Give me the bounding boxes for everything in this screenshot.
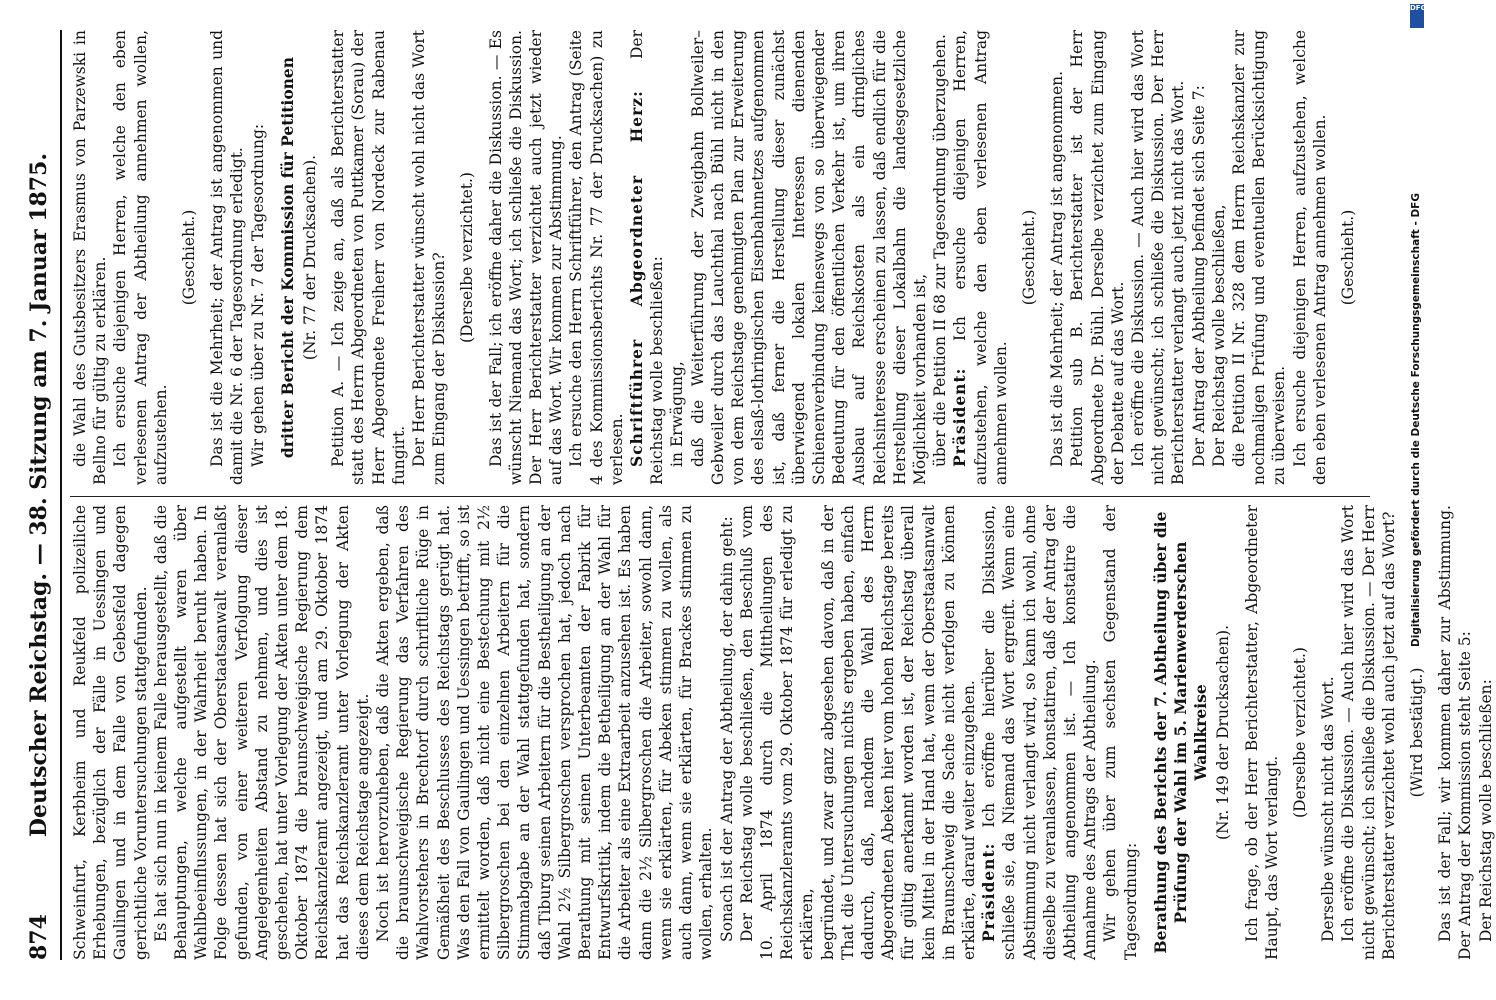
paragraph: Das ist die Mehrheit; der Antrag ist angenommen und damit die Nr. 6 der Tagesordnung erledigt. xyxy=(208,30,247,485)
stage-note: (Wird bestätigt.) xyxy=(1408,667,1426,798)
section-heading: Berathung des Berichts der 7. Abtheilung über die Prüfung der Wahl im 5. Marienwerderschen Wahlkreise xyxy=(1150,511,1211,954)
paragraph: Wir gehen über zu Nr. 7 der Tagesordnung: xyxy=(248,123,267,467)
paragraph: über die Petition II 68 zur Tagesordnung überzugehen. xyxy=(931,34,950,467)
paragraph: Das ist der Fall; wir kommen daher zur Abstimmung. Der Antrag der Kommission steht Seite 5: xyxy=(1436,505,1475,960)
paragraph: Der Reichstag wolle beschließen, den Beschluß vom 10. April 1874 durch die Mittheilungen des Reichskanzleramts vom 29. Oktober 1874 für erledigt zu erklären, xyxy=(737,505,817,960)
speaker-text: Der Reichstag wolle beschließen: xyxy=(628,30,667,485)
paragraph: Ich frage, ob der Herr Berichterstatter, Abgeordneter Haupt, das Wort verlangt. xyxy=(1242,505,1281,960)
paragraph: Ich ersuche diejenigen Herren, welche den eben verlesenen Antrag der Abtheilung annehmen wollen, aufzustehen. xyxy=(111,30,170,485)
speaker-name: Präsident: xyxy=(979,842,999,942)
page-number: 874 xyxy=(26,914,52,960)
paragraph: begründet, und zwar ganz abgesehen davon, daß in der That die Untersuchungen nichts ergeben haben, einfach dadurch, daß, nachdem die Wahl des Herrn Abgeordneten Abeken hier vom hohen Reichstage bereits für gültig anerkannt worden ist, der Reichstag überall kein Mittel in der Hand hat, wenn der Oberstaatsanwalt in Braunschweig die Sache nicht verfolgen zu können erklärte, darauf weiter einzugehen. xyxy=(818,505,978,960)
paragraph: Das ist die Mehrheit; der Antrag ist angenommen. xyxy=(1048,70,1067,467)
stage-note: (Geschieht.) xyxy=(1019,209,1038,306)
speaker-name: Präsident: xyxy=(950,367,970,467)
page-header xyxy=(20,30,62,960)
dfg-logo: DFG xyxy=(1410,4,1424,28)
paragraph: Der Reichstag wolle beschließen, xyxy=(1209,204,1228,467)
paragraph: Ich ersuche diejenigen Herren, aufzustehen, welche den eben verlesenen Antrag annehmen wollen. xyxy=(1290,30,1329,485)
paragraph: Ich ersuche den Herrn Schriftführer, den Antrag (Seite 4 des Kommissionsberichts Nr. 77 der Drucksachen) zu verlesen. xyxy=(567,30,626,485)
paragraph: (Nr. 77 der Drucksachen). xyxy=(301,154,320,361)
paragraph: Ich eröffne die Diskussion. — Auch hier wird das Wort nicht gewünscht; ich schließe die Diskussion. — Der Herr Berichterstatter verzichtet wohl auch jetzt auf das Wort? xyxy=(1339,505,1398,960)
left-column xyxy=(70,505,1495,960)
paragraph: Schweinfurt, Kerbheim und Reukfeld polizeiliche Erhebungen, bezüglich der Fälle in Uessingen und Gaulingen und in dem Falle von Gebesfeld dagegen gerichtliche Voruntersuchungen stattgefunden. xyxy=(71,505,150,960)
paragraph: Ich eröffne die Diskussion. — Auch hier wird das Wort nicht gewünscht; ich schließe die Diskussion. Der Herr Berichterstatter verlangt auch jetzt nicht das Wort. xyxy=(1128,30,1188,485)
right-column xyxy=(70,30,1370,485)
section-heading: dritter Bericht der Kommission für Petitionen xyxy=(277,56,297,459)
paragraph: die Wahl des Gutsbesitzers Erasmus von Parzewski in Bellno für gültig zu erklären. xyxy=(71,30,110,485)
speaker-paragraph xyxy=(950,30,1011,485)
stage-note: (Derselbe verzichtet.) xyxy=(458,172,477,343)
stage-note: (Geschieht.) xyxy=(180,209,199,306)
paragraph: Das ist der Fall; ich eröffne daher die Diskussion. — Es wünscht Niemand das Wort; ich schließe die Diskussion. Der Herr Berichterstatter verzichtet auch jetzt wieder auf das Wort. Wir kommen zur Abstimmung. xyxy=(486,30,566,485)
column-divider xyxy=(70,496,1370,497)
paragraph: die Petition II Nr. 328 dem Herrn Reichskanzler zur nochmaligen Prüfung und eventuellen Berücksichtigung zu überweisen. xyxy=(1229,30,1289,485)
speaker-paragraph xyxy=(979,505,1100,960)
speaker-paragraph xyxy=(627,30,667,485)
paragraph: (Nr. 149 der Drucksachen). xyxy=(1214,625,1233,840)
paragraph: Petition sub B. Berichterstatter ist der Herr Abgeordnete Dr. Bühl. Derselbe verzichtet zum Eingang der Debatte auf das Wort. xyxy=(1068,30,1127,485)
paragraph: Derselbe wünscht nicht das Wort. xyxy=(1319,676,1338,942)
paragraph: Der Reichstag wolle beschließen: xyxy=(1476,679,1495,942)
speaker-text: Ich ersuche diejenigen Herren, aufzustehen, welche den eben verlesenen Antrag annehmen wollen. xyxy=(951,30,1010,485)
stage-note: (Derselbe verzichtet.) xyxy=(1290,647,1309,818)
paragraph: Der Herr Berichterstatter wünscht wohl nicht das Wort zum Eingang der Diskussion? xyxy=(410,30,449,485)
paragraph: Noch ist hervorzuheben, daß die Akten ergeben, daß die braunschweigische Regierung das Verfahren des Wahlvorstehers in Brechtorf durch schriftliche Rüge in Gemäßheit des Beschlusses des Reichstags gerügt hat. Was den Fall von Gaulingen und Uessingen betrifft, so ist ermittelt worden, daß nicht eine Bestechung mit 2½ Silbergroschen bei den einzelnen Arbeitern für die Stimmabgabe an der Wahl stattgefunden hat, sondern daß Tiburg seinen Arbeitern für die Bestheiligung an der Wahl 2½ Silbergroschen versprochen hat, jedoch nach Berathung mit seinen Unterbeamten der Fabrik für Entwurfskritik, indem die Betheiligung an der Wahl für die Arbeiter als eine Extraarbeit anzusehen ist. Es haben dann die 2½ Silbergroschen die Arbeiter, sowohl dann, wenn sie erklärten, für Abeken stimmen zu wollen, als auch dann, wenn sie erklärten, für Brackes stimmen zu wollen, erhalten. xyxy=(374,505,716,960)
paragraph: daß die Weiterführung der Zweigbahn Bollweiler–Gebweiler durch das Lauchthal nach Bühl nicht in den von dem Reichstage genehmigten Plan zur Erweiterung des elsaß-lothringischen Eisenbahnnetzes aufgenommen ist, daß ferner die Herstellung dieser zunächst überwiegend lokalen Interessen dienenden Schienenverbindung keineswegs von so überwiegender Bedeutung für den öffentlichen Verkehr ist, um ihren Ausbau auf Reichskosten als ein dringliches Reichsinteresse erscheinen zu lassen, daß endlich für die Herstellung dieser Lokalbahn die landesgesetzliche Möglichkeit vorhanden ist, xyxy=(688,30,929,485)
page-title: Deutscher Reichstag. — 38. Sitzung am 7. Januar 1875. xyxy=(26,152,52,838)
paragraph: Sonach ist der Antrag der Abtheilung, der dahin geht: xyxy=(717,516,736,942)
paragraph: in Erwägung, xyxy=(668,361,687,467)
paragraph: Der Antrag der Abtheilung befindet sich Seite 7: xyxy=(1189,85,1208,467)
paragraph: Es hat sich nun in keinem Falle herausgestellt, daß die Behauptungen, welche aufgestellt waren über Wahlbeeinflussungen, in der Wahrheit beruht haben. In Folge dessen hat sich der Oberstaatsanwalt veranlaßt gefunden, von einer weiteren Verfolgung dieser Angelegenheiten Abstand zu nehmen, und dies ist geschehen, hat unter Vorlegung der Akten unter dem 18. Oktober 1874 die braunschweigische Regierung dem Reichskanzleramt angezeigt, und am 29. Oktober 1874 hat das Reichskanzleramt unter Vorlegung der Akten dieses dem Reichstage angezeigt. xyxy=(151,505,372,960)
paragraph: Petition A. — Ich zeige an, daß als Berichterstatter statt des Herrn Abgeordneten von Puttkamer (Sorau) der Herr Abgeordnete Freiherr von Nordeck zur Rabenau fungirt. xyxy=(329,30,408,485)
speaker-name: Schriftführer Abgeordneter Herz: xyxy=(627,90,647,467)
speaker-text: Ich eröffne hierüber die Diskussion, schließe sie, da Niemand das Wort ergreift. Wenn eine Abstimmung nicht verlangt wird, so kann ich wohl, ohne dieselbe zu veranlassen, konstatiren, daß der Antrag der Abtheilung angenommen ist. — Ich konstatire die Annahme des Antrags der Abtheilung. xyxy=(980,505,1100,960)
paragraph: Wir gehen über zum sechsten Gegenstand der Tagesordnung: xyxy=(1101,505,1140,960)
stage-note: (Geschieht.) xyxy=(1338,209,1357,306)
digitization-credit: Digitalisierung gefördert durch die Deutsche Forschungsgemeinschaft - DFG xyxy=(1410,193,1422,647)
